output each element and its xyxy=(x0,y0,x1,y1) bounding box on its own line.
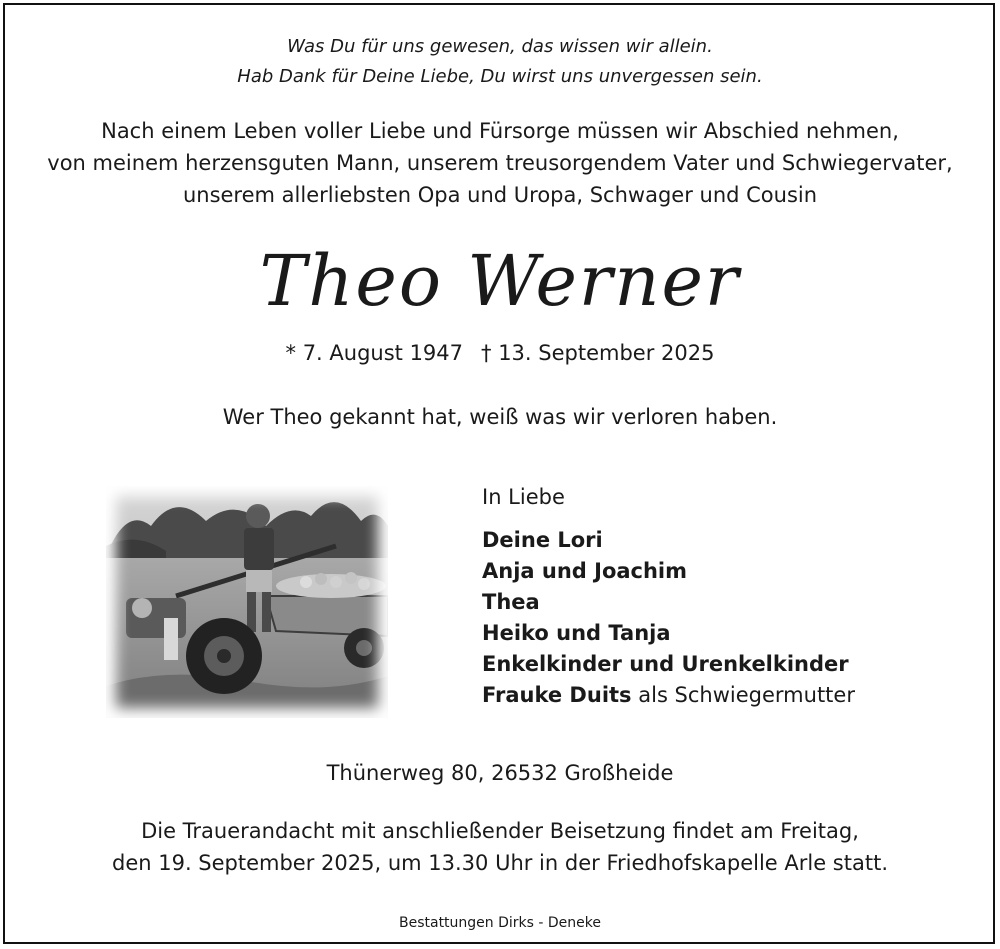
signer-name: Heiko und Tanja xyxy=(482,621,671,645)
signer-last xyxy=(482,680,855,711)
motto-line-1: Was Du für uns gewesen, das wissen wir allein. xyxy=(287,36,713,57)
funeral-home: Bestattungen Dirks - Deneke xyxy=(398,915,601,931)
memorial-quote: Wer Theo gekannt hat, weiß was wir verloren haben. xyxy=(222,405,778,429)
service-line-2: den 19. September 2025, um 13.30 Uhr in der Friedhofskapelle Arle statt. xyxy=(111,851,888,875)
signer-name: Deine Lori xyxy=(482,528,603,552)
signer-name: Anja und Joachim xyxy=(482,559,688,583)
intro-line-1: Nach einem Leben voller Liebe und Fürsorge müssen wir Abschied nehmen, xyxy=(101,119,899,143)
intro-text xyxy=(0,115,1000,211)
life-dates xyxy=(0,338,1000,368)
signers-lead: In Liebe xyxy=(482,485,565,509)
signer-relation: als Schwiegermutter xyxy=(631,683,855,707)
signer-name: Frauke Duits xyxy=(482,683,632,707)
intro-line-2: von meinem herzensguten Mann, unserem treusorgendem Vater und Schwiegervater, xyxy=(47,151,953,175)
death-date: † 13. September 2025 xyxy=(481,341,715,365)
signer-name: Thea xyxy=(482,590,540,614)
address: Thünerweg 80, 26532 Großheide xyxy=(326,761,674,785)
photo-vignette xyxy=(106,486,388,718)
service-info xyxy=(0,815,1000,879)
motto-line-2: Hab Dank für Deine Liebe, Du wirst uns unvergessen sein. xyxy=(237,66,763,87)
service-line-1: Die Trauerandacht mit anschließender Beisetzung findet am Freitag, xyxy=(141,819,859,843)
portrait-photo xyxy=(106,486,388,718)
deceased-name: Theo Werner xyxy=(259,240,741,322)
signers-block xyxy=(482,482,855,711)
birth-date: * 7. August 1947 xyxy=(285,341,464,365)
signer-name: Enkelkinder und Urenkelkinder xyxy=(482,652,849,676)
intro-line-3: unserem allerliebsten Opa und Uropa, Schwager und Cousin xyxy=(182,183,818,207)
motto xyxy=(0,32,1000,92)
